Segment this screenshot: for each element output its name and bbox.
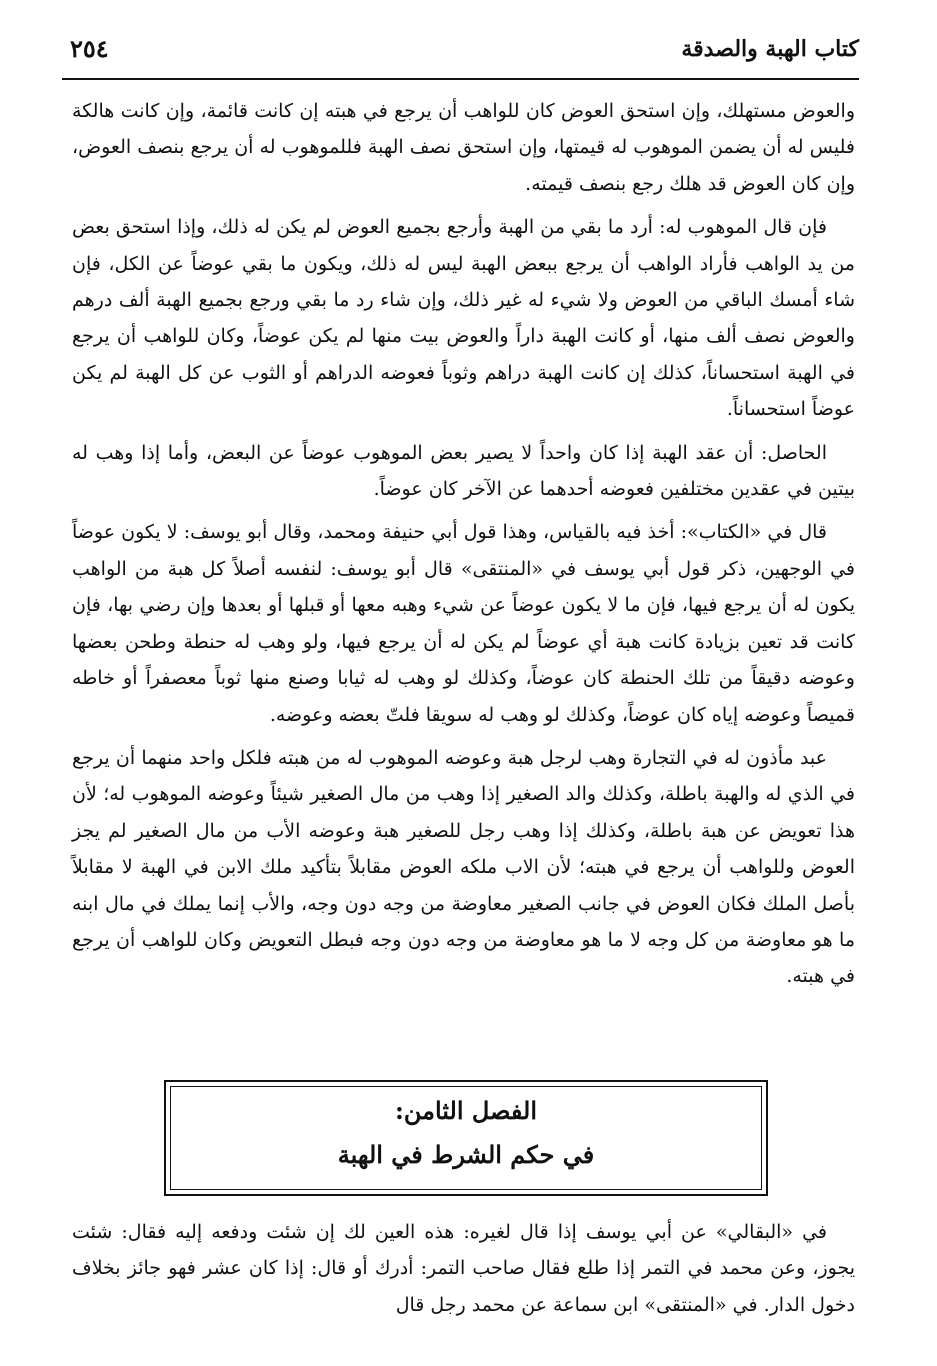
- section-title: في حكم الشرط في الهبة: [337, 1140, 595, 1169]
- running-header: [62, 30, 859, 80]
- section-label: الفصل الثامن:: [395, 1096, 537, 1125]
- continuation-text: [72, 1214, 855, 1323]
- section-heading-box: [164, 1080, 768, 1196]
- paragraph: عبد مأذون له في التجارة وهب لرجل هبة وعوضه الموهوب له من هبته فلكل واحد منهما أن يرجع في الذي له والهبة باطلة، وكذلك والد الصغير إذا وهب من مال الصغير شيئاً وعوضه الموهوب له؛ لأن هذا تعويض عن هبة باطلة، وكذلك إذا وهب رجل للصغير هبة وعوضه الأب من مال الصغير لم يجز العوض وللواهب أن يرجع في هبته؛ لأن الاب ملكه العوض مقابلاً بتأكيد ملك الابن في الهبة لا مقابلاً بأصل الملك فكان العوض في جانب الصغير معاوضة من وجه دون وجه، والأب إنما يملك في مال ابنه ما هو معاوضة من كل وجه لا ما هو معاوضة من وجه دون وجه فبطل التعويض وكان للواهب أن يرجع في هبته.: [72, 746, 855, 988]
- paragraph: الحاصل: أن عقد الهبة إذا كان واحداً لا يصير بعض الموهوب عوضاً عن البعض، وأما إذا وهب له بيتين في عقدين مختلفين فعوضه أحدهما عن الآخر كان عوضاً.: [72, 441, 855, 501]
- page-number: ٢٥٤: [70, 34, 109, 63]
- header-title: كتاب الهبة والصدقة: [681, 36, 859, 62]
- paragraph: في «البقالي» عن أبي يوسف إذا قال لغيره: هذه العين لك إن شئت ودفعه إليه فقال: شئت يجوز، وعن محمد في التمر إذا طلع فقال صاحب التمر: أدرك أو قال: إذا كان عشر فهو جائز بخلاف دخول الدار. في «المنتقى» ابن سماعة عن محمد رجل قال: [72, 1221, 855, 1316]
- body-text: [72, 93, 855, 1002]
- paragraph: والعوض مستهلك، وإن استحق العوض كان للواهب أن يرجع في هبته إن كانت قائمة، وإن كانت هالكة فليس له أن يضمن الموهوب له قيمتها، وإن استحق نصف الهبة فللموهوب له أن يرجع بنصف العوض، وإن كان العوض قد هلك رجع بنصف قيمته.: [72, 100, 855, 195]
- paragraph: قال في «الكتاب»: أخذ فيه بالقياس، وهذا قول أبي حنيفة ومحمد، وقال أبو يوسف: لا يكون عوضاً في الوجهين، ذكر قول أبي يوسف في «المنتقى» قال أبو يوسف: لنفسه أصلاً كل هبة من الواهب يكون له أن يرجع فيها، فإن ما لا يكون عوضاً عن شيء وهبه معها أو قبلها أو بعدها وإن رضي بها، فإن كانت قد تعين بزيادة كانت هبة أي عوضاً لم يكن له أن يرجع فيها، ولو وهب له حنطة وطحن بعضها وعوضه دقيقاً من تلك الحنطة كان عوضاً، وكذلك لو وهب له ثيابا وصنع منها ثوباً معصفراً أو خاطه قميصاً وعوضه إياه كان عوضاً، وكذلك لو وهب له سويقا فلتّ بعضه وعوضه.: [72, 521, 855, 726]
- paragraph: فإن قال الموهوب له: أرد ما بقي من الهبة وأرجع بجميع العوض لم يكن له ذلك، وإذا استحق بعض من يد الواهب فأراد الواهب أن يرجع ببعض الهبة ليس له ذلك، ويكون ما بقي عوضاً عن الكل، فإن شاء أمسك الباقي من العوض ولا شيء له غير ذلك، وإن شاء رد ما بقي ورجع بجميع الهبة ألف درهم والعوض نصف ألف منها، أو كانت الهبة داراً والعوض بيت منها لم يكن عوضاً، وكان للواهب أن يرجع في الهبة استحساناً، كذلك إن كانت الهبة دراهم وثوباً فعوضه الدراهم أو الثوب عن كل الهبة لم يكن عوضاً استحساناً.: [72, 216, 855, 421]
